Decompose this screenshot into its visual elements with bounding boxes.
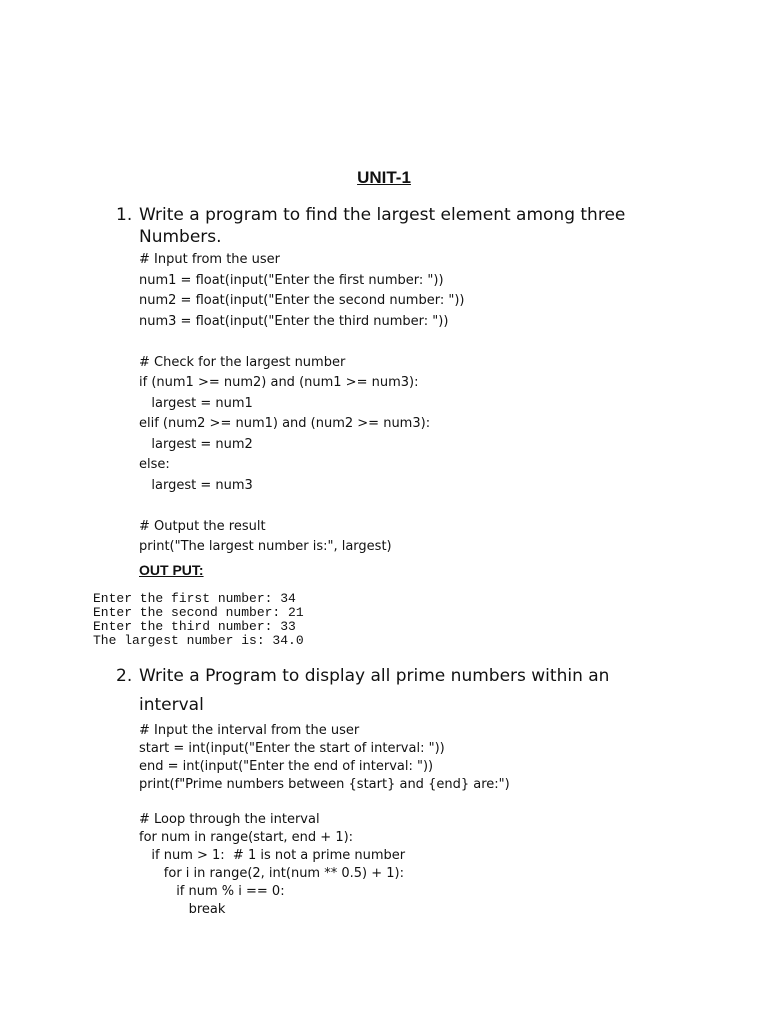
console-line: Enter the third number: 33	[93, 619, 296, 634]
code-line: num2 = float(input("Enter the second number: "))	[139, 293, 465, 308]
code-line: if num > 1: # 1 is not a prime number	[139, 848, 406, 864]
question-2-title-line2: interval	[139, 695, 204, 715]
code-line: elif (num2 >= num1) and (num2 >= num3):	[139, 416, 431, 431]
question-1-title-line2: Numbers.	[139, 227, 222, 247]
question-2-title-line1: Write a Program to display all prime numbers within an	[139, 666, 610, 686]
code-line: break	[139, 901, 226, 917]
code-line: largest = num1	[139, 395, 253, 411]
code-line: num1 = float(input("Enter the first number: "))	[139, 272, 444, 288]
question-1-title-line1: Write a program to find the largest element among three	[139, 205, 626, 225]
question-1-heading	[116, 204, 716, 248]
code-line: for num in range(start, end + 1):	[139, 830, 354, 846]
question-2-number: 2.	[116, 666, 133, 686]
code-line	[139, 496, 699, 517]
console-line: Enter the first number: 34	[93, 591, 296, 606]
code-line: end = int(input("Enter the end of interval: "))	[139, 758, 434, 774]
console-line: The largest number is: 34.0	[93, 633, 304, 648]
code-line: # Check for the largest number	[139, 354, 346, 370]
code-line: # Input the interval from the user	[139, 723, 360, 738]
question-2-code-block	[139, 722, 699, 919]
output-label: OUT PUT:	[139, 562, 204, 578]
code-line: for i in range(2, int(num ** 0.5) + 1):	[139, 866, 404, 882]
page-title: UNIT-1	[357, 168, 411, 187]
question-1-number: 1.	[116, 205, 133, 225]
question-2-title	[139, 662, 716, 720]
code-line: # Input from the user	[139, 252, 281, 267]
question-1-code-block	[139, 250, 699, 558]
console-line: Enter the second number: 21	[93, 605, 304, 620]
code-line: largest = num3	[139, 477, 253, 493]
code-line	[139, 794, 699, 812]
code-line: start = int(input("Enter the start of interval: "))	[139, 740, 445, 756]
code-line: if num % i == 0:	[139, 884, 285, 900]
code-line: print(f"Prime numbers between {start} and {end} are:")	[139, 776, 510, 792]
question-2-heading	[116, 662, 716, 720]
code-line: largest = num2	[139, 436, 253, 452]
code-line: # Output the result	[139, 518, 266, 534]
code-line: num3 = float(input("Enter the third number: "))	[139, 313, 449, 329]
code-line: print("The largest number is:", largest)	[139, 539, 392, 554]
code-line: # Loop through the interval	[139, 812, 320, 828]
code-line: else:	[139, 457, 170, 472]
question-1-title	[139, 204, 716, 248]
console-output	[93, 592, 304, 648]
code-line: if (num1 >= num2) and (num1 >= num3):	[139, 375, 419, 390]
code-line	[139, 332, 699, 353]
